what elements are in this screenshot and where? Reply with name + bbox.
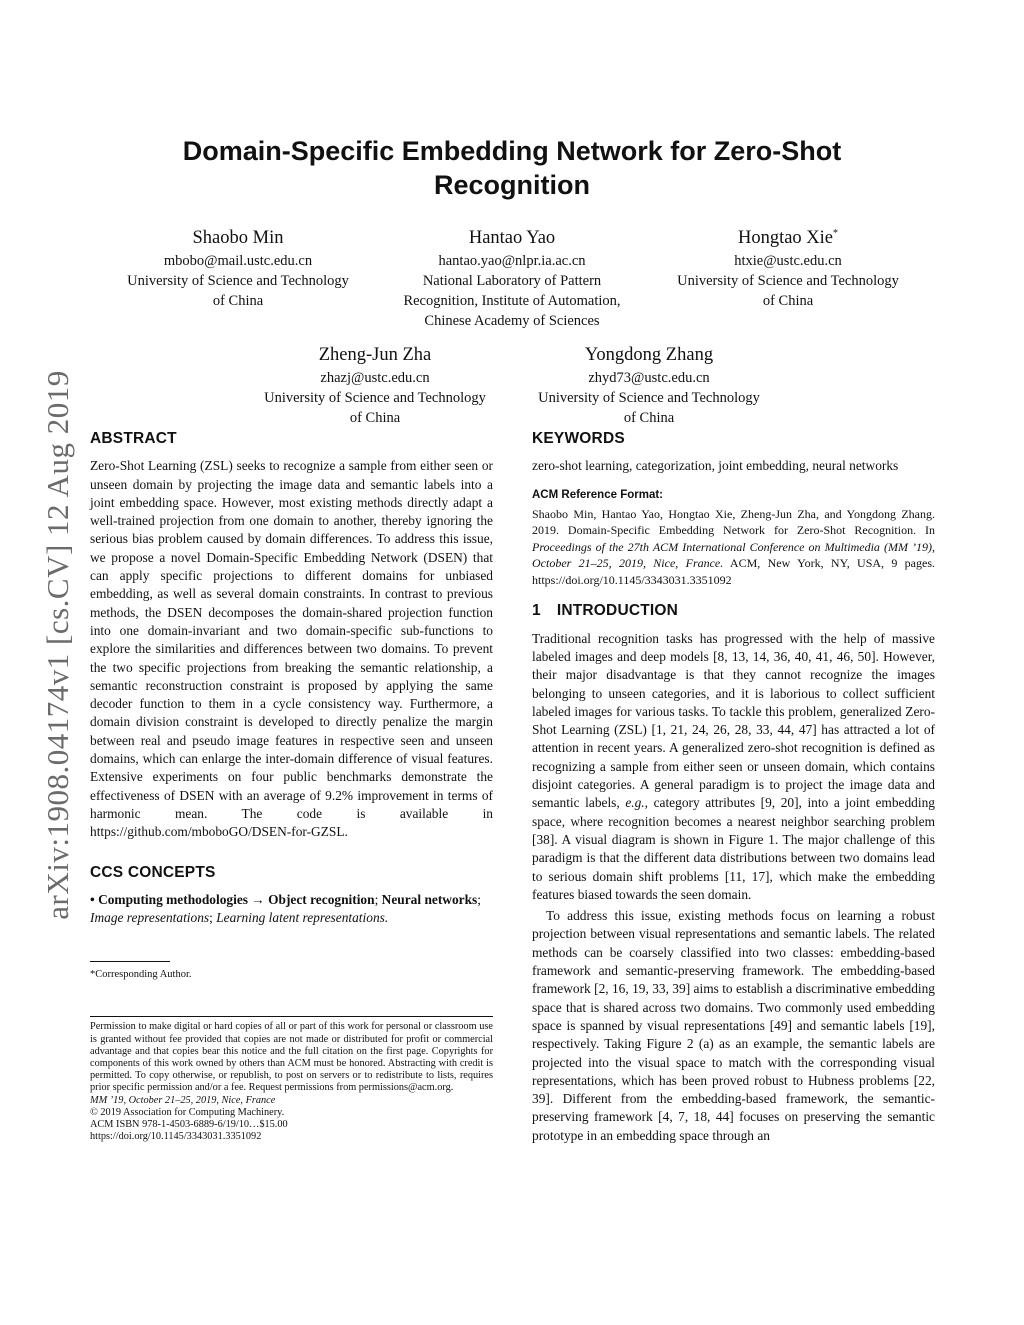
- author-block: [511, 338, 787, 428]
- corresponding-marker: *: [833, 228, 839, 239]
- author-affiliation: Recognition, Institute of Automation,: [403, 293, 621, 310]
- copyright-line: © 2019 Association for Computing Machinery.: [90, 1106, 285, 1118]
- author-name: Hantao Yao: [468, 228, 556, 249]
- venue-line: MM ’19, October 21–25, 2019, Nice, France: [90, 1094, 276, 1106]
- author-email: hantao.yao@nlpr.ia.ac.cn: [438, 253, 586, 270]
- arxiv-identifier: arXiv:1908.04174v1 [cs.CV] 12 Aug 2019: [40, 370, 75, 920]
- author-affiliation: Chinese Academy of Sciences: [424, 313, 600, 330]
- author-email: zhyd73@ustc.edu.cn: [588, 370, 710, 387]
- abstract-heading: ABSTRACT: [90, 430, 177, 447]
- acm-reference-heading: ACM Reference Format:: [532, 488, 663, 501]
- footnote-corresponding: *Corresponding Author.: [90, 969, 192, 981]
- author-block: [100, 221, 376, 311]
- keywords-heading: KEYWORDS: [532, 430, 625, 447]
- permission-rule: [90, 1016, 493, 1017]
- acm-reference-text: Shaobo Min, Hantao Yao, Hongtao Xie, Zheng-Jun Zha, and Yongdong Zhang. 2019. Domain-Specific Embedding Network for Zero-Shot Recognition. In Proceedings of the 27th ACM International Conference on Multimedia (MM ’19), October 21–25, 2019, Nice, France. ACM, New York, NY, USA, 9 pages. https://doi.org/10.1145/3343031.3351092: [532, 506, 935, 587]
- paper-title: Domain-Specific Embedding Network for Zero-Shot Recognition: [182, 136, 842, 200]
- author-email: htxie@ustc.edu.cn: [734, 253, 842, 270]
- author-name: Yongdong Zhang: [584, 345, 714, 366]
- author-name: Zheng-Jun Zha: [318, 345, 432, 366]
- doi-line: https://doi.org/10.1145/3343031.3351092: [90, 1131, 262, 1143]
- keywords-text: zero-shot learning, categorization, joint embedding, neural networks: [532, 458, 899, 474]
- author-block: [650, 221, 926, 311]
- author-email: zhazj@ustc.edu.cn: [320, 370, 430, 387]
- author-name: Shaobo Min: [192, 228, 284, 249]
- introduction-heading: 1 INTRODUCTION: [532, 602, 679, 620]
- author-affiliation: University of Science and Technology: [538, 390, 760, 407]
- author-affiliation: of China: [349, 410, 401, 427]
- ccs-heading: CCS CONCEPTS: [90, 863, 216, 881]
- left-column: [90, 430, 493, 1143]
- author-email: mbobo@mail.ustc.edu.cn: [163, 253, 313, 270]
- footnote-rule: [90, 961, 170, 962]
- author-block: [374, 221, 650, 331]
- intro-paragraph-1: Traditional recognition tasks has progressed with the help of massive labeled images and deep models [8, 13, 14, 36, 40, 41, 46, 50]. However, their major disadvantage is that they cannot recognize the images belonging to unseen categories, and it is laborious to collect sufficient labeled images for various tasks. To tackle this problem, generalized Zero-Shot Learning (ZSL) [1, 21, 24, 26, 28, 33, 44, 47] has attracted a lot of attention in recent years. A generalized zero-shot recognition is defined as recognizing a sample from either seen or unseen domain, which contains disjoint categories. A general paradigm is to project the image data and semantic labels, e.g., category attributes [9, 20], into a joint embedding space, where recognition becomes a nearest neighbor searching problem [38]. A visual diagram is shown in Figure 1. The major challenge of this paradigm is that the different data distributions between two domains lead to serious domain shift problems [11, 17], which make the embedding features biased towards the seen domain.: [532, 630, 935, 902]
- abstract-text: Zero-Shot Learning (ZSL) seeks to recognize a sample from either seen or unseen domain by projecting the image data and semantic labels into a joint embedding space. However, most existing methods directly adapt a well-trained projection from one domain to another, thereby ignoring the serious bias problem caused by domain differences. To address this issue, we propose a novel Domain-Specific Embedding Network (DSEN) that can apply specific projections to different domains for unbiased embedding, as well as several domain constraints. In contrast to previous methods, the DSEN decomposes the domain-shared projection function into one domain-invariant and two domain-specific sub-functions to explore the similarities and differences between two domains. To prevent the two specific projections from breaking the semantic relationship, a semantic reconstruction constraint is proposed by applying the same decoder function to them in a cycle consistency way. Furthermore, a domain division constraint is developed to directly penalize the margin between real and pseudo image features in respective seen and unseen domains, which can enlarge the inter-domain difference of visual features. Extensive experiments on four public benchmarks demonstrate the effectiveness of DSEN with an average of 9.2% improvement in terms of harmonic mean. The code is available in https://github.com/mboboGO/DSEN-for-GZSL.: [90, 458, 493, 840]
- permission-notice: Permission to make digital or hard copies of all or part of this work for personal or classroom use is granted without fee provided that copies are not made or distributed for profit or commercial advantage and that copies bear this notice and the full citation on the first page. Copyrights for components of this work owned by others than ACM must be honored. Abstracting with credit is permitted. To copy otherwise, or republish, to post on servers or to redistribute to lists, requires prior specific permission and/or a fee. Request permissions from permissions@acm.org.: [90, 1021, 493, 1094]
- author-affiliation: University of Science and Technology: [127, 273, 349, 290]
- author-affiliation: University of Science and Technology: [264, 390, 486, 407]
- author-affiliation: University of Science and Technology: [677, 273, 899, 290]
- author-affiliation: of China: [212, 293, 264, 310]
- right-column: [532, 430, 935, 1145]
- author-affiliation: National Laboratory of Pattern: [422, 273, 602, 290]
- isbn-line: ACM ISBN 978-1-4503-6889-6/19/10…$15.00: [90, 1119, 288, 1131]
- intro-paragraph-2: To address this issue, existing methods focus on learning a robust projection between visual representations and semantic labels. The related methods can be coarsely classified into two classes: embedding-based framework and semantic-preserving framework. The embedding-based framework [2, 16, 19, 33, 39] aims to establish a discriminative embedding space that is shared across two domains. Two commonly used embedding space is spanned by visual representations [49] and semantic labels [19], respectively. Taking Figure 2 (a) as an example, the semantic labels are projected into the visual space to match with the corresponding visual representations, which has been proved robust to Hubness problems [22, 39]. Different from the embedding-based framework, the semantic-preserving framework [4, 7, 18, 44] focuses on preserving the semantic prototype in an embedding space through an: [532, 908, 935, 1143]
- author-block: [237, 338, 513, 428]
- author-affiliation: of China: [762, 293, 814, 310]
- author-name: Hongtao Xie: [737, 228, 834, 249]
- author-affiliation: of China: [623, 410, 675, 427]
- ccs-concepts: • Computing methodologies → Object recognition; Neural networks; Image representations; Learning latent representations.: [90, 891, 481, 926]
